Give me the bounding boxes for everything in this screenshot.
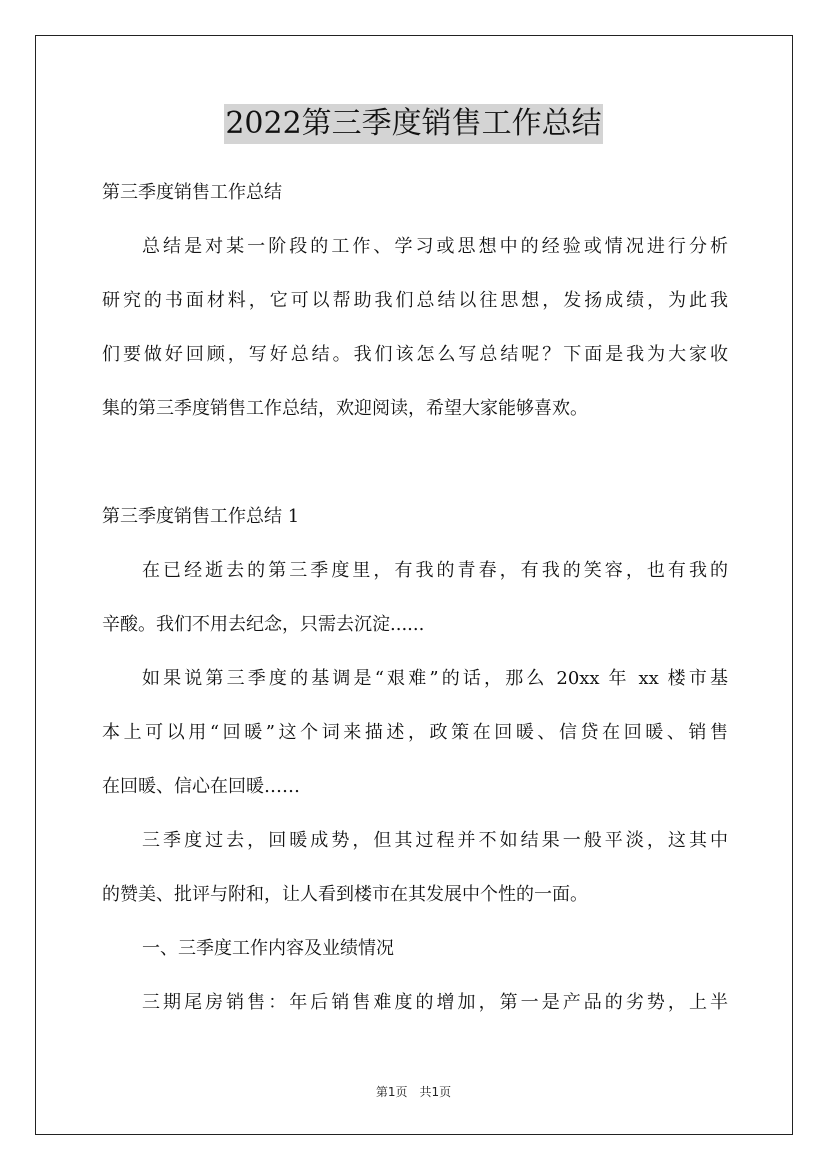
paragraph-2-line-1: 如果说第三季度的基调是“艰难”的话，那么 20xx 年 xx 楼市基 <box>142 668 728 689</box>
paragraph-4 <box>102 922 728 976</box>
section-spacer <box>102 436 728 490</box>
paragraph-5 <box>102 976 728 1030</box>
intro-line-1: 总结是对某一阶段的工作、学习或思想中的经验或情况进行分析 <box>142 236 728 257</box>
paragraph-1-line-2: 辛酸。我们不用去纪念，只需去沉淀...... <box>102 614 425 635</box>
paragraph-1 <box>102 544 728 652</box>
document-body <box>102 166 728 1030</box>
paragraph-3-line-2: 的赞美、批评与附和，让人看到楼市在其发展中个性的一面。 <box>102 884 588 905</box>
intro-paragraph <box>102 220 728 436</box>
intro-line-2: 研究的书面材料，它可以帮助我们总结以往思想，发扬成绩，为此我 <box>102 290 728 311</box>
paragraph-5-line-1: 三期尾房销售：年后销售难度的增加，第一是产品的劣势，上半 <box>142 992 728 1013</box>
intro-line-4: 集的第三季度销售工作总结，欢迎阅读，希望大家能够喜欢。 <box>102 398 588 419</box>
document-title <box>0 103 827 144</box>
paragraph-2-line-2: 本上可以用“回暖”这个词来描述，政策在回暖、信贷在回暖、销售 <box>102 722 728 743</box>
intro-heading: 第三季度销售工作总结 <box>102 182 282 203</box>
paragraph-4-line-1: 一、三季度工作内容及业绩情况 <box>142 938 394 959</box>
paragraph-1-line-1: 在已经逝去的第三季度里，有我的青春，有我的笑容，也有我的 <box>142 560 728 581</box>
document-title-text: 2022第三季度销售工作总结 <box>224 104 602 144</box>
page-number-label: 第1页 共1页 <box>375 1085 452 1099</box>
paragraph-3-line-1: 三季度过去，回暖成势，但其过程并不如结果一般平淡，这其中 <box>142 830 728 851</box>
paragraph-2-line-3: 在回暖、信心在回暖…… <box>102 776 300 797</box>
paragraph-2 <box>102 652 728 814</box>
page-footer <box>0 1084 827 1100</box>
paragraph-3 <box>102 814 728 922</box>
intro-line-3: 们要做好回顾，写好总结。我们该怎么写总结呢？下面是我为大家收 <box>102 344 728 365</box>
section1-heading: 第三季度销售工作总结 1 <box>102 506 300 527</box>
